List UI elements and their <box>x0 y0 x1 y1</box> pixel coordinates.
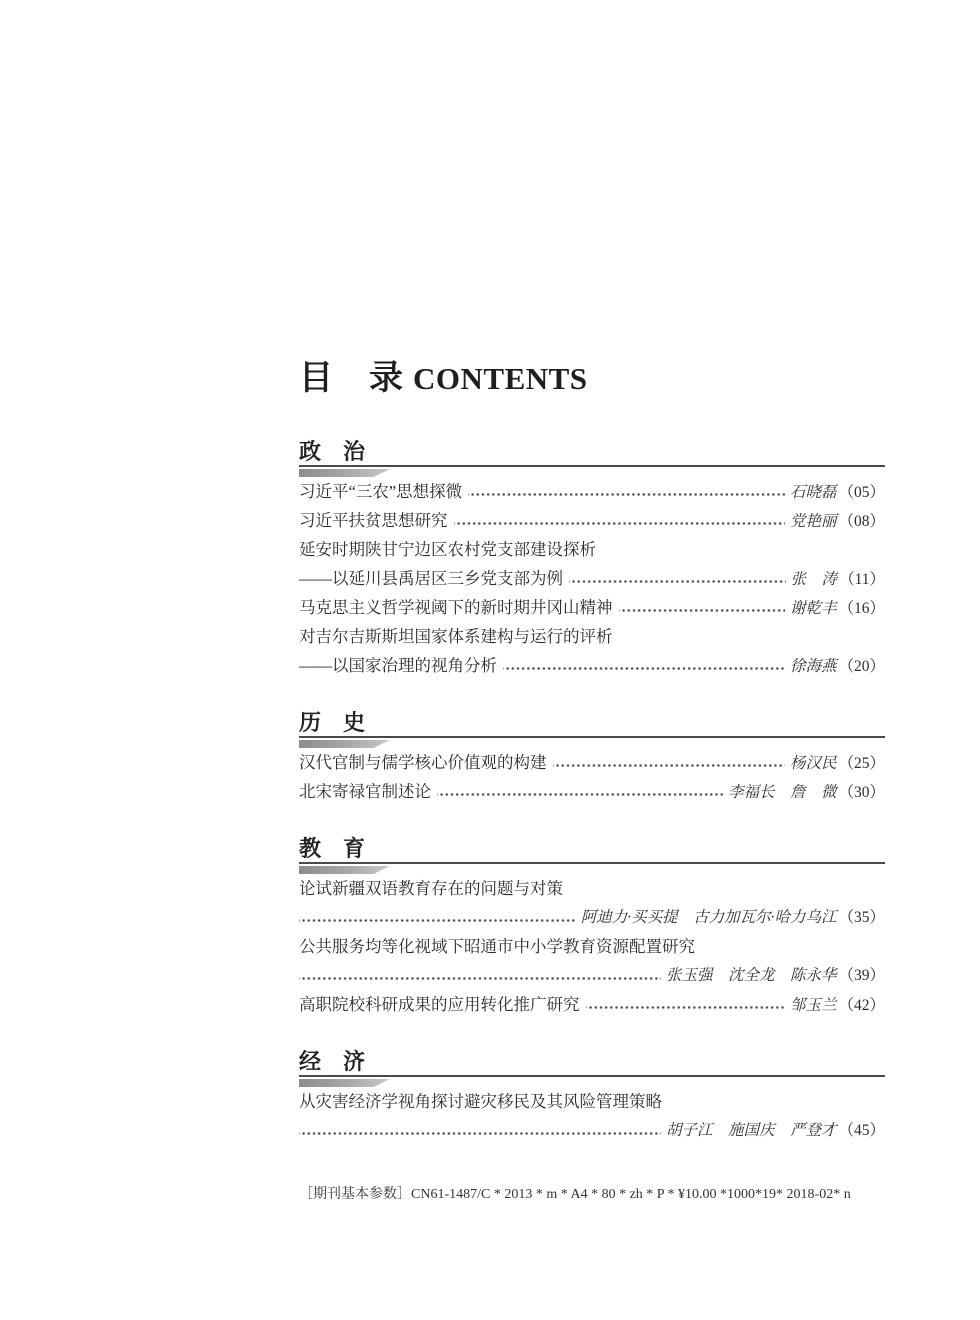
entry-page-number: （08） <box>838 513 885 530</box>
entry-authors: 邹玉兰 <box>789 997 837 1014</box>
entry-authors: 石晓磊 <box>789 484 837 501</box>
toc-entry-row <box>299 903 885 932</box>
entry-title: 高职院校科研成果的应用转化推广研究 <box>299 995 580 1014</box>
toc-section <box>299 712 885 806</box>
toc-entry-row <box>299 651 885 680</box>
entry-authors: 杨汉民 <box>789 755 837 772</box>
toc-entry-row <box>299 990 885 1019</box>
entry-title: 汉代官制与儒学核心价值观的构建 <box>299 753 547 772</box>
section-accent-bar <box>299 469 390 477</box>
entry-page-number: （35） <box>838 909 885 926</box>
entry-title: 马克思主义哲学视阈下的新时期井冈山精神 <box>299 598 613 617</box>
page-title <box>299 350 885 396</box>
entry-authors: 张 涛 <box>790 571 838 588</box>
entry-authors: 徐海燕 <box>789 658 837 675</box>
toc-content-column <box>299 0 885 1205</box>
dot-leader <box>586 990 785 1019</box>
entry-title: 公共服务均等化视域下昭通市中小学教育资源配置研究 <box>299 937 695 956</box>
entry-page-number: （45） <box>838 1122 885 1139</box>
section-rule <box>299 465 885 467</box>
dot-leader <box>299 961 661 990</box>
toc-entry-row <box>299 1116 885 1145</box>
toc-entry-row <box>299 777 885 806</box>
entry-title: 习近平扶贫思想研究 <box>299 511 448 530</box>
section-accent-bar <box>299 1079 390 1087</box>
section-title: 经 济 <box>299 1049 366 1074</box>
toc-entry-row <box>299 932 885 961</box>
dot-leader <box>553 748 785 777</box>
dot-leader <box>299 903 576 932</box>
toc-section <box>299 441 885 680</box>
section-entries <box>299 1087 885 1145</box>
toc-entry-row <box>299 564 885 593</box>
section-rule <box>299 1075 885 1077</box>
toc-section <box>299 1051 885 1145</box>
dot-leader <box>503 651 785 680</box>
dot-leader <box>468 477 785 506</box>
toc-entry-row <box>299 477 885 506</box>
toc-entry-row <box>299 874 885 903</box>
entry-title: 论试新疆双语教育存在的问题与对策 <box>299 879 563 898</box>
section-title: 政 治 <box>299 439 366 464</box>
dot-leader <box>454 506 785 535</box>
toc-entry-row <box>299 506 885 535</box>
dot-leader <box>569 564 786 593</box>
section-rule <box>299 862 885 864</box>
section-entries <box>299 874 885 1019</box>
section-accent-bar <box>299 866 390 874</box>
entry-page-number: （11） <box>839 571 885 588</box>
entry-title: ——以国家治理的视角分析 <box>299 656 497 675</box>
entry-title: 从灾害经济学视角探讨避灾移民及其风险管理策略 <box>299 1092 662 1111</box>
dot-leader <box>437 777 723 806</box>
toc-entry-row <box>299 535 885 564</box>
journal-params-footer: ［期刊基本参数］CN61-1487/C * 2013 * m * A4 * 80 * zh * P * ¥10.00 *1000*19* 2018-02* n <box>299 1187 851 1202</box>
section-entries <box>299 477 885 680</box>
entry-authors: 李福长 詹 微 <box>727 784 837 801</box>
section-accent-bar <box>299 740 390 748</box>
entry-page-number: （25） <box>838 755 885 772</box>
entry-authors: 张玉强 沈全龙 陈永华 <box>665 967 837 984</box>
entry-title: ——以延川县禹居区三乡党支部为例 <box>299 569 563 588</box>
toc-entry-row <box>299 593 885 622</box>
entry-authors: 党艳丽 <box>789 513 837 530</box>
page-title-en: CONTENTS <box>413 361 588 396</box>
dot-leader <box>299 1116 661 1145</box>
entry-page-number: （39） <box>838 967 885 984</box>
dot-leader <box>619 593 785 622</box>
entry-page-number: （20） <box>838 658 885 675</box>
section-title: 历 史 <box>299 710 366 735</box>
section-title: 教 育 <box>299 836 366 861</box>
section-rule <box>299 736 885 738</box>
toc-entry-row <box>299 748 885 777</box>
toc-entry-row <box>299 961 885 990</box>
toc-sections <box>299 441 885 1145</box>
entry-page-number: （30） <box>838 784 885 801</box>
entry-authors: 胡子江 施国庆 严登才 <box>665 1122 837 1139</box>
entry-authors: 谢乾丰 <box>789 600 837 617</box>
entry-page-number: （42） <box>838 997 885 1014</box>
toc-section <box>299 838 885 1019</box>
entry-title: 延安时期陕甘宁边区农村党支部建设探析 <box>299 540 596 559</box>
entry-page-number: （16） <box>838 600 885 617</box>
entry-title: 北宋寄禄官制述论 <box>299 782 431 801</box>
page-title-zh: 目 录 <box>299 360 404 397</box>
entry-authors: 阿迪力·买买提 古力加瓦尔·哈力乌江 <box>580 909 837 926</box>
entry-page-number: （05） <box>838 484 885 501</box>
toc-entry-row <box>299 1087 885 1116</box>
toc-entry-row <box>299 622 885 651</box>
entry-title: 对吉尔吉斯斯坦国家体系建构与运行的评析 <box>299 627 613 646</box>
section-entries <box>299 748 885 806</box>
entry-title: 习近平“三农”思想探微 <box>299 482 463 501</box>
